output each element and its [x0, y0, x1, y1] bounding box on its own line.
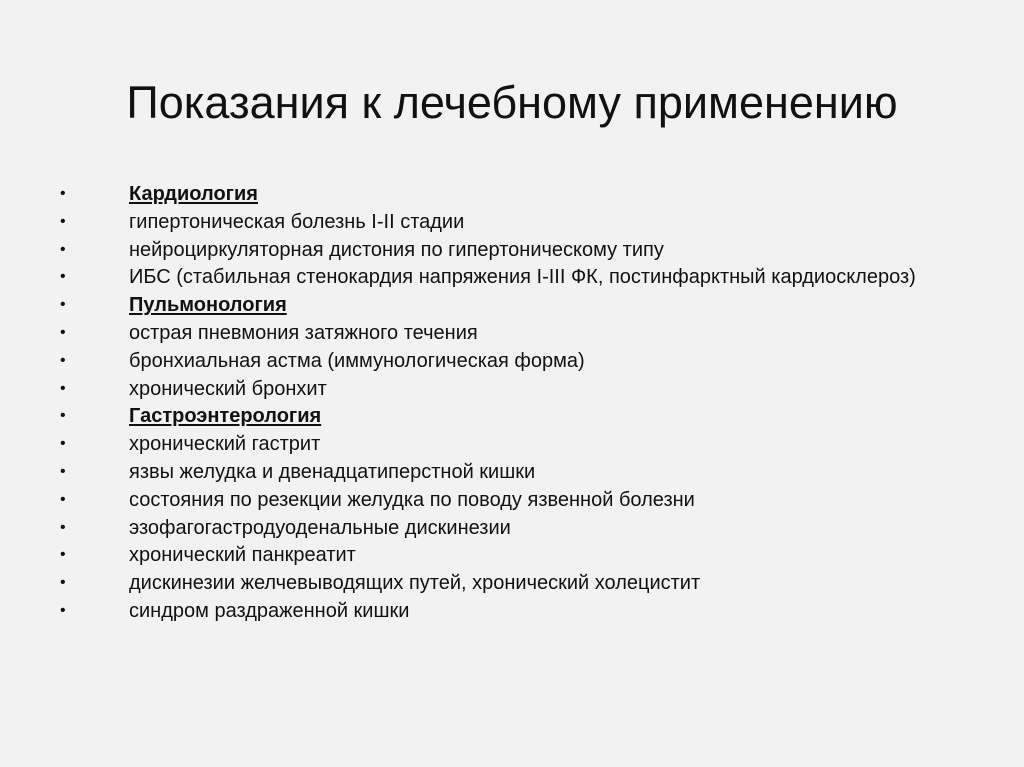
section-heading-item [58, 182, 958, 206]
bullet-icon: • [60, 268, 66, 286]
section-heading-item [58, 404, 958, 428]
list-item [58, 238, 958, 262]
list-item-text: синдром раздраженной кишки [129, 599, 410, 622]
bullet-icon: • [60, 351, 66, 369]
section-heading-text: Пульмонология [129, 294, 287, 317]
bullet-icon: • [60, 546, 66, 564]
list-item [58, 599, 958, 623]
slide-title: Показания к лечебному применению [126, 77, 898, 128]
bullet-icon: • [60, 212, 66, 230]
list-item [58, 543, 958, 567]
list-item-text: гипертоническая болезнь I-II стадии [129, 210, 465, 233]
list-item [58, 349, 958, 373]
bullet-icon: • [60, 490, 66, 508]
list-item-text: состояния по резекции желудка по поводу язвенной болезни [129, 488, 695, 511]
section-heading-item [58, 293, 958, 317]
list-item [58, 460, 958, 484]
list-item-text: хронический гастрит [129, 433, 321, 456]
list-item-text: хронический бронхит [129, 377, 327, 400]
list-item [58, 516, 958, 540]
list-item-text: нейроциркуляторная дистония по гипертоническому типу [129, 238, 664, 261]
list-item [58, 432, 958, 456]
list-item-text: хронический панкреатит [129, 544, 356, 567]
bullet-icon: • [60, 574, 66, 592]
bullet-icon: • [60, 435, 66, 453]
indications-list [58, 182, 958, 627]
list-item [58, 210, 958, 234]
list-item [58, 488, 958, 512]
bullet-icon: • [60, 240, 66, 258]
bullet-icon: • [60, 185, 66, 202]
section-heading-text: Кардиология [129, 183, 258, 205]
bullet-icon: • [60, 601, 66, 619]
list-item-text: эзофагогастродуоденальные дискинезии [129, 516, 511, 539]
list-item-text: бронхиальная астма (иммунологическая форма) [129, 349, 585, 372]
bullet-icon: • [60, 296, 66, 314]
list-item-text: ИБС (стабильная стенокардия напряжения I-III ФК, постинфарктный кардиосклероз) [129, 266, 916, 289]
bullet-icon: • [60, 407, 66, 425]
list-item [58, 321, 958, 345]
section-heading-text: Гастроэнтерология [129, 405, 322, 428]
bullet-icon: • [60, 518, 66, 536]
bullet-icon: • [60, 379, 66, 397]
bullet-icon: • [60, 323, 66, 341]
list-item-text: острая пневмония затяжного течения [129, 321, 478, 344]
list-item [58, 265, 958, 289]
list-item-text: язвы желудка и двенадцатиперстной кишки [129, 460, 536, 483]
list-item [58, 571, 958, 595]
list-item [58, 377, 958, 401]
list-item-text: дискинезии желчевыводящих путей, хронический холецистит [129, 572, 701, 595]
bullet-icon: • [60, 462, 66, 480]
